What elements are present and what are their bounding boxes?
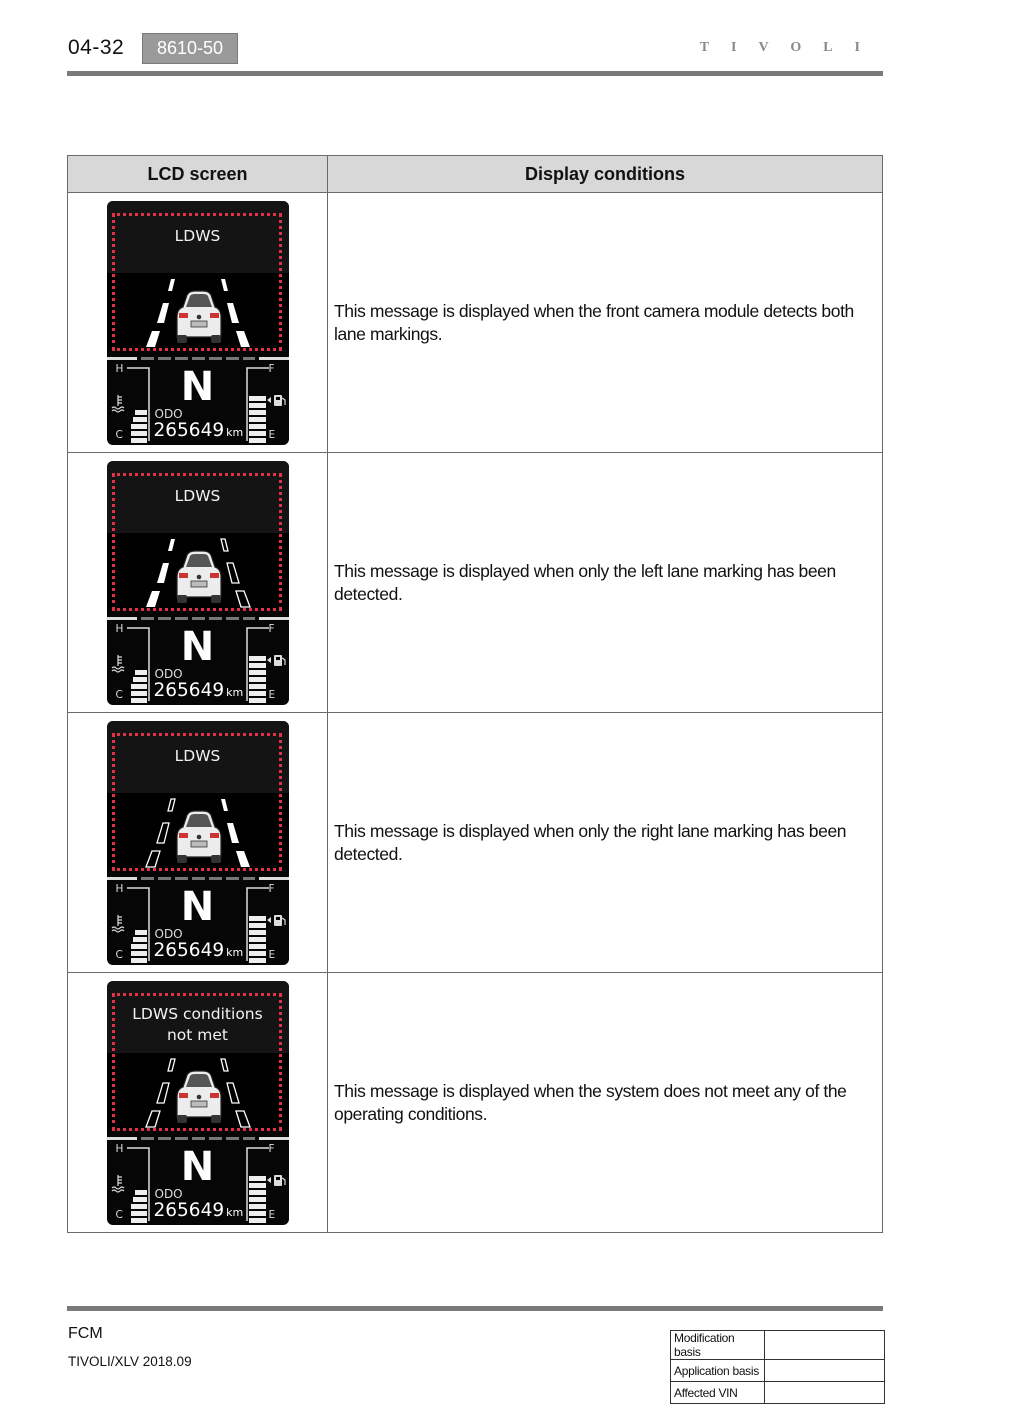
modification-table	[670, 1330, 885, 1404]
temperature-bar	[131, 958, 147, 963]
footer-section: FCM	[68, 1325, 103, 1342]
fuel-bar	[249, 951, 266, 956]
fuel-empty-label: E	[268, 428, 276, 441]
odometer-label: ODO	[154, 406, 183, 421]
fuel-full-label: F	[268, 362, 275, 375]
page-number: 04-32	[68, 36, 125, 59]
temp-low-label: C	[115, 948, 123, 961]
odometer-number: 265649	[153, 419, 225, 441]
lcd-cluster	[107, 1141, 289, 1225]
table-row	[671, 1360, 885, 1382]
temperature-bar	[131, 431, 147, 436]
temperature-bar	[131, 424, 147, 429]
fuel-bar	[249, 1218, 266, 1223]
application-basis-label: Application basis	[671, 1360, 765, 1382]
fuel-bar	[249, 684, 266, 689]
fuel-bar	[249, 424, 266, 429]
odometer-value	[154, 680, 244, 701]
odometer-label: ODO	[154, 926, 183, 941]
temp-low-label: C	[115, 688, 123, 701]
footer-model: TIVOLI/XLV 2018.09	[68, 1354, 192, 1369]
column-header-lcd: LCD screen	[68, 156, 328, 193]
lcd-screen	[107, 981, 289, 1225]
lcd-message: LDWS	[174, 486, 221, 505]
odometer-number: 265649	[153, 939, 225, 961]
fuel-empty-label: E	[268, 1208, 276, 1221]
footer-rule	[67, 1306, 883, 1311]
fuel-full-label: F	[268, 882, 275, 895]
temperature-bar	[133, 417, 147, 422]
gear-indicator: N	[180, 623, 215, 670]
temp-low-label: C	[115, 428, 123, 441]
lcd-message: LDWS	[174, 746, 221, 765]
modification-basis-label: Modification basis	[671, 1331, 765, 1360]
fuel-bar	[249, 937, 266, 942]
fuel-bar	[249, 1204, 266, 1209]
section-code-badge: 8610-50	[142, 33, 238, 64]
odometer-number: 265649	[153, 679, 225, 701]
lcd-screen-cell	[68, 973, 328, 1233]
fuel-bar	[249, 698, 266, 703]
temp-high-label: H	[115, 882, 124, 895]
application-basis-value	[765, 1360, 885, 1382]
column-header-conditions: Display conditions	[328, 156, 883, 193]
table-row	[68, 973, 883, 1233]
table-header-row	[68, 156, 883, 193]
affected-vin-value	[765, 1382, 885, 1404]
fuel-full-label: F	[268, 1142, 275, 1155]
lcd-screen	[107, 721, 289, 965]
table-row	[68, 453, 883, 713]
odometer-number: 265649	[153, 1199, 225, 1221]
display-condition-text: This message is displayed when the front camera module detects both lane markings.	[328, 193, 883, 453]
lcd-cluster	[107, 881, 289, 965]
temp-low-label: C	[115, 1208, 123, 1221]
temperature-bar	[131, 698, 147, 703]
lcd-message-line1: LDWS conditions	[132, 1004, 263, 1023]
temperature-bar	[131, 438, 147, 443]
display-condition-text: This message is displayed when the system does not meet any of the operating conditions.	[328, 973, 883, 1233]
gear-indicator: N	[180, 363, 215, 410]
odometer-unit: km	[226, 945, 244, 959]
odometer-unit: km	[226, 1205, 244, 1219]
modification-basis-value	[765, 1331, 885, 1360]
fuel-bar	[249, 417, 266, 422]
fuel-bar	[249, 1197, 266, 1202]
lcd-screen-cell	[68, 453, 328, 713]
gear-indicator: N	[180, 883, 215, 930]
table-row	[671, 1331, 885, 1360]
lcd-cluster	[107, 361, 289, 445]
fuel-empty-label: E	[268, 688, 276, 701]
odometer-value	[154, 420, 244, 441]
fuel-bar	[249, 677, 266, 682]
temperature-bar	[133, 937, 147, 942]
odometer-value	[154, 1200, 244, 1221]
temp-high-label: H	[115, 362, 124, 375]
temperature-bar	[131, 1211, 147, 1216]
odometer-unit: km	[226, 685, 244, 699]
display-condition-text: This message is displayed when only the left lane marking has been detected.	[328, 453, 883, 713]
odometer-label: ODO	[154, 666, 183, 681]
temperature-bar	[131, 684, 147, 689]
temperature-bar	[131, 691, 147, 696]
lcd-screen-cell	[68, 713, 328, 973]
temperature-bar	[131, 1218, 147, 1223]
table-row	[68, 193, 883, 453]
fuel-bar	[249, 431, 266, 436]
lcd-screen	[107, 461, 289, 705]
temperature-bar	[133, 677, 147, 682]
affected-vin-label: Affected VIN	[671, 1382, 765, 1404]
temperature-bar	[131, 1204, 147, 1209]
fuel-bar	[249, 438, 266, 443]
lcd-message-line2: not met	[166, 1025, 229, 1044]
odometer-value	[154, 940, 244, 961]
lcd-message: LDWS	[174, 226, 221, 245]
lcd-message	[107, 1004, 289, 1046]
table-row	[68, 713, 883, 973]
header-rule	[67, 71, 883, 76]
temp-high-label: H	[115, 1142, 124, 1155]
fuel-bar	[249, 691, 266, 696]
fuel-empty-label: E	[268, 948, 276, 961]
odometer-unit: km	[226, 425, 244, 439]
fuel-bar	[249, 944, 266, 949]
temperature-bar	[133, 1197, 147, 1202]
temperature-bar	[131, 944, 147, 949]
temp-high-label: H	[115, 622, 124, 635]
display-condition-text: This message is displayed when only the right lane marking has been detected.	[328, 713, 883, 973]
lcd-cluster	[107, 621, 289, 705]
lcd-display-table	[67, 155, 883, 1233]
brand-title: TIVOLI	[699, 40, 882, 55]
fuel-bar	[249, 1211, 266, 1216]
fuel-bar	[249, 958, 266, 963]
lcd-screen	[107, 201, 289, 445]
table-row	[671, 1382, 885, 1404]
gear-indicator: N	[180, 1143, 215, 1190]
odometer-label: ODO	[154, 1186, 183, 1201]
fuel-full-label: F	[268, 622, 275, 635]
temperature-bar	[131, 951, 147, 956]
lcd-screen-cell	[68, 193, 328, 453]
